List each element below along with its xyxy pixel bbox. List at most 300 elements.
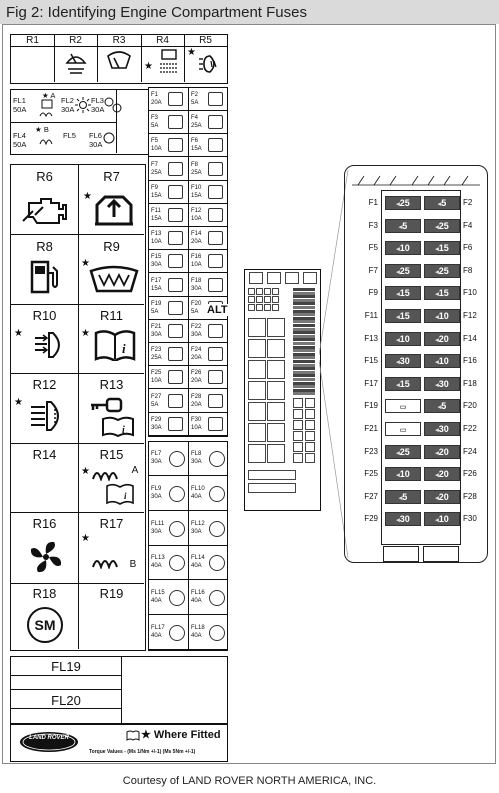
fog-light-icon [198, 53, 224, 75]
mid-fuse-id: F12 [191, 208, 202, 214]
fl-symbol-icon [169, 521, 185, 537]
overview-fuse-strip [293, 306, 315, 309]
mid-fuse-amp: 15A [151, 285, 162, 292]
overview-cell [248, 318, 266, 337]
overview-cell [272, 288, 279, 295]
detail-fuse-left-id: F23 [364, 446, 378, 456]
heated-seat-icon [38, 99, 58, 119]
detail-fuse-left-id: F27 [364, 491, 378, 501]
relay-r17-mark: B [129, 559, 137, 570]
detail-fuse-right-value: 15 [438, 243, 449, 254]
overview-cell [248, 304, 255, 311]
detail-fuse-left-value: 25 [399, 446, 410, 457]
detail-fuse-right-id: F20 [463, 401, 477, 411]
fuse-symbol-icon [208, 138, 223, 152]
mid-fuse-cell [149, 320, 188, 343]
mid-fuse-amp: 30A [151, 332, 162, 338]
detail-fuse-left-value: 25 [399, 265, 410, 276]
overview-cell [264, 288, 271, 295]
mid-fl-amp: 40A [151, 633, 162, 639]
mid-fuse-id: F9 [151, 184, 159, 191]
detail-fuse-right-value: 10 [438, 514, 449, 525]
fuse-symbol-icon [168, 185, 183, 199]
detail-fuse-left-value: 10 [399, 469, 410, 480]
mid-fl-id: FL15 [151, 590, 165, 597]
mid-fuse-cell [189, 390, 228, 413]
mid-fl-cell [189, 477, 228, 511]
overview-fuse-strip [293, 338, 315, 341]
mid-fuse-id: F13 [151, 231, 162, 238]
mid-fuse-cell [149, 181, 188, 204]
detail-fuse-left-id: F9 [368, 288, 378, 298]
mid-fuse-amp: 30A [151, 262, 162, 269]
detail-fuse-left-id: F7 [368, 265, 378, 275]
mid-fuse-amp: 15A [151, 216, 162, 222]
mid-fuse-amp: 20A [191, 378, 202, 385]
overview-fuse-strip [293, 392, 315, 395]
mid-fuse-cell [149, 111, 188, 134]
fl-symbol-icon [169, 625, 185, 641]
mid-fuse-amp: 30A [151, 424, 162, 431]
mid-fuse-amp: 10A [191, 216, 202, 222]
detail-fuse-left-id: F3 [368, 220, 378, 230]
overview-cell [272, 296, 279, 303]
fuse-symbol-icon [168, 417, 183, 431]
mid-fl-id: FL9 [151, 485, 162, 492]
detail-fuse-right-id: F14 [463, 333, 477, 343]
detail-fuse-row [352, 332, 482, 348]
overview-cell [293, 431, 303, 441]
mid-fuse-id: F14 [191, 231, 202, 238]
detail-fuse-right-id: F22 [463, 424, 477, 433]
star-icon: ★ [187, 47, 196, 58]
overview-cell [303, 272, 317, 284]
handbook-icon [94, 329, 136, 361]
mid-fuse-id: F27 [151, 393, 162, 400]
heater-plug-icon [91, 467, 125, 481]
mid-fuse-cell [189, 274, 228, 297]
mid-fuse-cell [189, 204, 228, 227]
detail-fuse-right-id: F24 [463, 446, 477, 456]
relay-r3-label: R3 [112, 35, 126, 46]
fuse-symbol-icon [208, 115, 223, 129]
detail-fuse-left-id: F17 [364, 378, 378, 388]
detail-fuse-left-id: F5 [368, 243, 378, 253]
detail-fuse-right-value: 10 [438, 356, 449, 367]
detail-foot-left [383, 546, 419, 562]
overview-fuse-strip [293, 302, 315, 305]
mid-fuse-cell [189, 343, 228, 366]
fl19-label: FL19 [51, 659, 81, 674]
detail-fuse-row [352, 354, 482, 370]
overview-cell [248, 296, 255, 303]
overview-cell [267, 360, 285, 379]
detail-fuse-left: ◂15 [385, 309, 421, 323]
handbook-icon [126, 730, 140, 741]
overview-fuse-strip [293, 374, 315, 377]
overview-fuse-strip [293, 299, 315, 302]
detail-fuse-left-value: 5 [402, 220, 408, 231]
mid-fl-cell [189, 546, 228, 580]
immobiliser-icon [89, 397, 139, 437]
mid-fuse-amp: 25A [191, 123, 202, 130]
fuse-symbol-icon [168, 138, 183, 152]
fuse-symbol-icon [168, 301, 183, 315]
mid-fuse-cell [149, 227, 188, 250]
fuse-symbol-icon [168, 278, 183, 292]
mid-fuse-cell [149, 158, 188, 181]
detail-fuse-left: ◂30 [385, 512, 421, 526]
star-icon: ★ [14, 397, 23, 408]
overview-fuse-strip [293, 328, 315, 331]
overview-cell [248, 444, 266, 463]
mid-fuse-amp: 10A [191, 262, 202, 269]
relay-r9-label: R9 [103, 239, 120, 254]
mid-fuse-amp: 5A [151, 123, 159, 130]
mid-fl-cell [149, 442, 188, 476]
mid-fuse-cell [149, 413, 188, 436]
headlamp-icon [33, 330, 67, 360]
overview-fuse-strip [293, 342, 315, 345]
detail-fuse-right: ◂20 [424, 445, 460, 459]
detail-foot-right [423, 546, 459, 562]
detail-fuse-right: ◂20 [424, 467, 460, 481]
fuse-symbol-icon [208, 92, 223, 106]
mid-fuse-amp: 20A [191, 355, 202, 362]
detail-fuse-right-value: 25 [438, 220, 449, 231]
detail-fuse-left-id: F29 [364, 514, 378, 524]
mid-fuse-cell [149, 250, 188, 273]
fuse-symbol-icon [168, 208, 183, 222]
mid-fl-id: FL10 [191, 485, 205, 492]
overview-cell [248, 381, 266, 400]
fuse-symbol-icon [208, 231, 223, 245]
detail-fuse-left-id: F1 [368, 198, 378, 207]
overview-fuse-strip [293, 389, 315, 392]
detail-fuse-right: ◂10 [424, 309, 460, 323]
courtesy-line: Courtesy of LAND ROVER NORTH AMERICA, INC. [122, 775, 377, 787]
detail-fuse-left: ◂25 [385, 264, 421, 278]
mid-fuse-amp: 25A [191, 169, 202, 176]
detail-fuse-right-value: 5 [441, 198, 447, 208]
mid-fuse-cell [149, 297, 188, 320]
overview-cell [305, 398, 315, 408]
fuse-symbol-icon [208, 370, 223, 384]
detail-fuse-row [352, 399, 482, 415]
detail-fuse-right-value: 20 [438, 469, 449, 480]
overview-fuse-strip [293, 346, 315, 349]
mid-fuse-cell [149, 390, 188, 413]
fl-symbol-icon [169, 555, 185, 571]
mid-fuse-cell [149, 204, 188, 227]
mid-fuse-id: F15 [151, 254, 162, 261]
detail-fuse-left-value: 10 [399, 333, 410, 344]
heater-plug-icon [91, 555, 125, 569]
detail-fuse-left: ◂30 [385, 354, 421, 368]
detail-fuse-left-id: F15 [364, 356, 378, 366]
overview-cell [305, 420, 315, 430]
mid-fuse-id: F25 [151, 370, 162, 377]
detail-fuse-right-id: F16 [463, 356, 477, 366]
mid-fuse-id: F5 [151, 138, 159, 145]
mid-fl-id: FL14 [191, 555, 205, 562]
sm-label: SM [34, 617, 56, 633]
overview-cell [293, 409, 303, 419]
detail-fuse-left-value: 30 [399, 514, 410, 525]
fl-symbol-icon [169, 590, 185, 606]
overview-fuse-strip [293, 367, 315, 370]
mid-fuse-id: F2 [191, 92, 199, 98]
mid-fuse-amp: 5A [151, 401, 159, 408]
fl1-label: FL1 50A [13, 96, 27, 114]
relay-r15-mark: A [131, 465, 139, 476]
detail-fuse-left: ◂5 [385, 490, 421, 504]
overview-cell [267, 381, 285, 400]
detail-fuse-left-id: F19 [364, 401, 378, 411]
torque-values: Torque Values - (Ms 1/Nm +/-1) (Ms 5Nm +/-1) [89, 749, 196, 755]
mid-fl-cell [149, 546, 188, 580]
detail-fuse-right: ◂15 [424, 286, 460, 300]
fuse-symbol-icon [168, 370, 183, 384]
fuse-symbol-icon [208, 417, 223, 431]
fl-symbol-icon [169, 486, 185, 502]
overview-fuse-strip [293, 324, 315, 327]
mid-fuse-cell [189, 111, 228, 134]
mid-fuse-id: F17 [151, 277, 162, 284]
detail-fuse-right: ◂20 [424, 332, 460, 346]
detail-fuse-left-value: 15 [399, 311, 410, 321]
mid-fuse-amp: 15A [191, 146, 202, 153]
headlamp-levelling-icon [29, 399, 69, 433]
detail-fuse-left: ▭ [385, 399, 421, 413]
fl19-fl20-block [10, 656, 228, 724]
overview-fuse-strip [293, 335, 315, 338]
mid-fl-cell [149, 616, 188, 650]
mid-fuse-cell [189, 366, 228, 389]
mid-fuse-amp: 30A [191, 285, 202, 292]
mid-fuse-cell [149, 274, 188, 297]
overview-cell [293, 398, 303, 408]
relay-r12-label: R12 [32, 377, 57, 392]
overview-cell [256, 304, 263, 311]
detail-fuse-left: ◂10 [385, 467, 421, 481]
mid-fuse-id: F6 [191, 138, 199, 145]
detail-fuse-left: ◂10 [385, 241, 421, 255]
mid-fl-id: FL17 [151, 625, 165, 631]
star-icon: ★ [81, 533, 90, 544]
mid-fuse-amp: 10A [151, 146, 162, 153]
mid-fuse-cell [189, 134, 228, 157]
fuse-symbol-icon [208, 185, 223, 199]
mid-fl-cell [189, 442, 228, 476]
overview-cell [267, 318, 285, 337]
where-fitted-label: ★ Where Fitted [141, 729, 221, 741]
overview-cell [285, 272, 299, 284]
figure-title: Fig 2: Identifying Engine Compartment Fuses [6, 4, 307, 21]
mid-fuse-id: F29 [151, 416, 162, 423]
detail-fuse-left-id: F11 [364, 311, 378, 320]
fuse-symbol-icon [208, 278, 223, 292]
light-icon [74, 96, 92, 114]
fuel-pump-icon [29, 259, 61, 297]
detail-fuse-left-id: F13 [364, 333, 378, 343]
heated-element-icon [38, 134, 58, 150]
fuse-symbol-icon [168, 254, 183, 268]
detail-fuse-row [352, 422, 482, 438]
detail-fuse-row [352, 264, 482, 280]
detail-fuse-right: ◂30 [424, 377, 460, 391]
detail-fuse-row [352, 512, 482, 528]
fuse-symbol-icon [168, 394, 183, 408]
star-icon: ★ [14, 328, 23, 339]
detail-fuse-right-id: F8 [463, 265, 473, 275]
detail-fuse-right: ◂25 [424, 264, 460, 278]
mid-fl-amp: 40A [191, 598, 202, 605]
detail-fuse-left: ◂15 [385, 377, 421, 391]
overview-fuse-strip [293, 382, 315, 385]
relay-r1-label: R1 [26, 35, 39, 46]
detail-fuse-right: ◂5 [424, 196, 460, 210]
detail-fuse-right-id: F4 [463, 220, 473, 230]
overview-cell [267, 423, 285, 442]
mid-fuse-id: F23 [151, 347, 162, 354]
overview-outline [244, 269, 321, 511]
mid-fuse-block [148, 87, 228, 437]
detail-fuse-right: ◂15 [424, 241, 460, 255]
overview-fuse-strip [293, 292, 315, 295]
relay-r18-label: R18 [32, 586, 57, 601]
fuse-symbol-icon [168, 115, 183, 129]
relay-grid [10, 164, 146, 651]
detail-fuse-left-value: 30 [399, 356, 410, 367]
fuse-symbol-icon [208, 254, 223, 268]
detail-fuse-right: ◂20 [424, 490, 460, 504]
fuse-symbol-icon [208, 162, 223, 176]
fl3-label: FL3 30A [91, 96, 105, 114]
detail-fuse-left: ▭ [385, 422, 421, 436]
detail-fuse-right: ◂25 [424, 219, 460, 233]
heated-windscreen-icon [89, 265, 139, 295]
fl6-label: FL6 30A [89, 131, 103, 149]
relay-r2-label: R2 [69, 35, 82, 46]
mid-fusible-link-block [148, 441, 228, 651]
relay-r15-label: R15 [99, 447, 124, 462]
detail-fuse-right-value: 15 [438, 288, 449, 299]
overview-cell [267, 444, 285, 463]
detail-fuse-right-value: 25 [438, 265, 449, 276]
overview-fuse-strip [293, 360, 315, 363]
mid-fl-amp: 30A [151, 459, 162, 465]
overview-cell [248, 288, 255, 295]
mid-fuse-id: F1 [151, 92, 159, 98]
abs-icon [101, 128, 117, 148]
detail-fuse-left-value: 15 [399, 378, 410, 389]
overview-cell [256, 288, 263, 295]
detail-fuse-left-id: F21 [364, 424, 378, 433]
mid-fl-id: FL13 [151, 555, 165, 562]
mid-fl-amp: 30A [191, 528, 202, 535]
detail-fuse-right-id: F6 [463, 243, 473, 253]
fl5-label: FL5 [63, 131, 76, 140]
fl2-label: FL2 30A [61, 96, 75, 114]
fuse-symbol-icon [208, 394, 223, 408]
mid-fuse-amp: 5A [151, 308, 159, 315]
mid-fl-cell [149, 581, 188, 615]
mid-fl-amp: 30A [151, 493, 162, 500]
fl20-label: FL20 [51, 693, 81, 708]
mid-fuse-id: F3 [151, 115, 159, 122]
detail-fuse-right-value: 30 [438, 378, 449, 389]
mid-fuse-id: F10 [191, 184, 202, 191]
detail-fuse-row [352, 377, 482, 393]
overview-fuse-strip [293, 364, 315, 367]
detail-fuse-right-id: F26 [463, 469, 477, 479]
fl4-label: FL4 50A [13, 131, 27, 149]
mid-fuse-cell [189, 158, 228, 181]
relay-r11-label: R11 [100, 308, 123, 323]
overview-cell [305, 453, 315, 463]
relay-r4-label: R4 [156, 35, 169, 46]
detail-fuse-right-id: F28 [463, 491, 477, 501]
detail-fuse-left: ◂25 [385, 445, 421, 459]
overview-cell [248, 339, 266, 358]
relay-r8-label: R8 [36, 239, 53, 254]
detail-fuse-row [352, 196, 482, 212]
mid-fuse-amp: 5A [191, 308, 199, 315]
mid-fuse-amp: 15A [151, 192, 162, 199]
detail-fuse-right-value: 10 [438, 311, 449, 321]
overview-cell [305, 409, 315, 419]
mid-fuse-id: F26 [191, 370, 202, 377]
overview-cell [267, 339, 285, 358]
mid-fuse-cell [189, 320, 228, 343]
mid-fuse-amp: 20A [191, 239, 202, 246]
overview-cell [264, 296, 271, 303]
overview-fuse-strip [293, 385, 315, 388]
detail-fuse-left: ◂15 [385, 286, 421, 300]
mid-fl-cell [149, 512, 188, 546]
mid-fuse-amp: 30A [191, 332, 202, 338]
detail-fuse-left-value: 5 [402, 491, 408, 502]
overview-fuse-strip [293, 313, 315, 316]
detail-fuse-row [352, 467, 482, 483]
overview-fuse-strip [293, 371, 315, 374]
svg-text:i: i [122, 425, 125, 436]
overview-cell [305, 431, 315, 441]
detail-fuse-row [352, 286, 482, 302]
fuse-symbol-icon [168, 347, 183, 361]
detail-fuse-left-id: F25 [364, 469, 378, 479]
mid-fuse-cell [149, 343, 188, 366]
relay-r19-label: R19 [99, 586, 124, 601]
overview-fuse-strip [293, 317, 315, 320]
mid-fuse-id: F19 [151, 300, 162, 307]
mid-fl-amp: 40A [191, 563, 202, 570]
mid-fuse-id: F8 [191, 161, 199, 168]
fuse-symbol-icon [168, 162, 183, 176]
mid-fuse-amp: 15A [191, 192, 202, 199]
legend-box [10, 724, 228, 762]
fuse-symbol-icon [168, 324, 183, 338]
overview-fuse-strip [293, 288, 315, 291]
mid-fl-cell [149, 477, 188, 511]
detail-fuse-left-value: 15 [399, 288, 410, 299]
overview-fuse-strip [293, 356, 315, 359]
overview-fuse-strip [293, 378, 315, 381]
detail-fuse-right-id: F18 [463, 378, 477, 388]
wiper-icon [106, 50, 132, 72]
car-lift-icon [93, 193, 135, 227]
